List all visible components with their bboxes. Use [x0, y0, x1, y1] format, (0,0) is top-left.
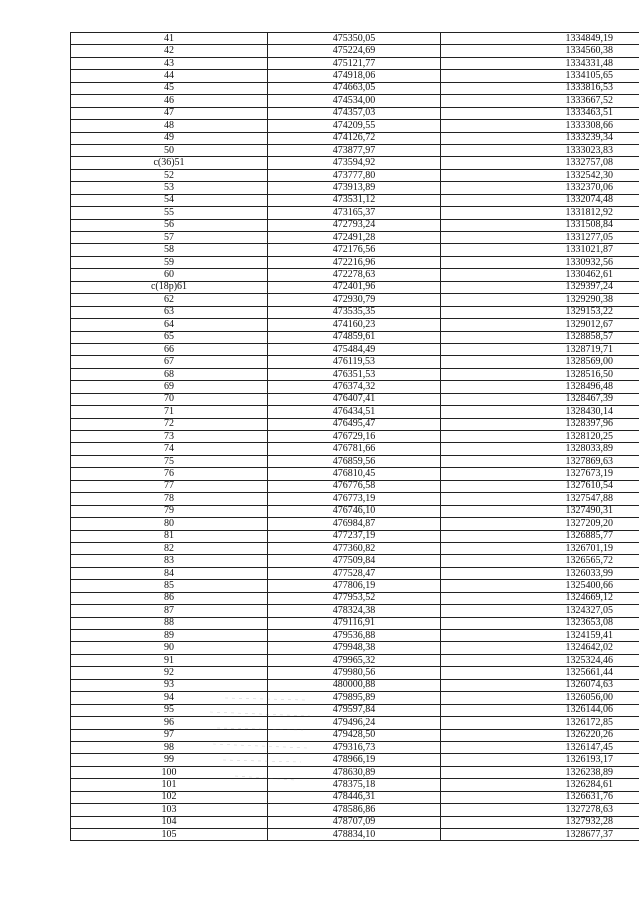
point-number-cell: 74 [71, 443, 268, 455]
y-coordinate-cell: 1334331,48 [441, 57, 639, 69]
y-coordinate-cell: 1325661,44 [441, 667, 639, 679]
point-number-cell: 91 [71, 654, 268, 666]
point-number-cell: c(36)51 [71, 157, 268, 169]
x-coordinate-cell: 476984,87 [268, 518, 441, 530]
y-coordinate-cell: 1326074,63 [441, 679, 639, 691]
point-number-cell: 68 [71, 368, 268, 380]
coordinates-table [70, 32, 639, 841]
y-coordinate-cell: 1333023,83 [441, 144, 639, 156]
table-row [71, 617, 639, 629]
point-number-cell: 67 [71, 356, 268, 368]
point-number-cell: 42 [71, 45, 268, 57]
x-coordinate-cell: 477509,84 [268, 555, 441, 567]
y-coordinate-cell: 1324642,02 [441, 642, 639, 654]
y-coordinate-cell: 1323653,08 [441, 617, 639, 629]
y-coordinate-cell: 1333308,66 [441, 120, 639, 132]
table-row [71, 368, 639, 380]
table-row [71, 70, 639, 82]
point-number-cell: 99 [71, 754, 268, 766]
x-coordinate-cell: 478966,19 [268, 754, 441, 766]
point-number-cell: 43 [71, 57, 268, 69]
point-number-cell: 64 [71, 319, 268, 331]
point-number-cell: c(18p)61 [71, 281, 268, 293]
y-coordinate-cell: 1326033,99 [441, 567, 639, 579]
x-coordinate-cell: 472930,79 [268, 294, 441, 306]
table-row [71, 256, 639, 268]
point-number-cell: 95 [71, 704, 268, 716]
table-row [71, 418, 639, 430]
table-row [71, 555, 639, 567]
y-coordinate-cell: 1329012,67 [441, 319, 639, 331]
point-number-cell: 89 [71, 630, 268, 642]
point-number-cell: 60 [71, 269, 268, 281]
point-number-cell: 86 [71, 592, 268, 604]
point-number-cell: 52 [71, 169, 268, 181]
table-row [71, 157, 639, 169]
x-coordinate-cell: 473594,92 [268, 157, 441, 169]
y-coordinate-cell: 1326220,26 [441, 729, 639, 741]
y-coordinate-cell: 1329153,22 [441, 306, 639, 318]
x-coordinate-cell: 478446,31 [268, 791, 441, 803]
y-coordinate-cell: 1331508,84 [441, 219, 639, 231]
point-number-cell: 104 [71, 816, 268, 828]
table-row [71, 343, 639, 355]
table-row [71, 493, 639, 505]
x-coordinate-cell: 479428,50 [268, 729, 441, 741]
point-number-cell: 81 [71, 530, 268, 542]
x-coordinate-cell: 474859,61 [268, 331, 441, 343]
point-number-cell: 45 [71, 82, 268, 94]
point-number-cell: 65 [71, 331, 268, 343]
point-number-cell: 44 [71, 70, 268, 82]
point-number-cell: 63 [71, 306, 268, 318]
point-number-cell: 62 [71, 294, 268, 306]
x-coordinate-cell: 474209,55 [268, 120, 441, 132]
x-coordinate-cell: 476119,53 [268, 356, 441, 368]
y-coordinate-cell: 1328569,00 [441, 356, 639, 368]
x-coordinate-cell: 474357,03 [268, 107, 441, 119]
table-row [71, 679, 639, 691]
x-coordinate-cell: 476407,41 [268, 393, 441, 405]
point-number-cell: 90 [71, 642, 268, 654]
y-coordinate-cell: 1326144,06 [441, 704, 639, 716]
table-row [71, 518, 639, 530]
table-row [71, 667, 639, 679]
y-coordinate-cell: 1328677,37 [441, 829, 639, 841]
x-coordinate-cell: 476746,10 [268, 505, 441, 517]
table-row [71, 381, 639, 393]
table-row [71, 530, 639, 542]
table-row [71, 406, 639, 418]
x-coordinate-cell: 476434,51 [268, 406, 441, 418]
y-coordinate-cell: 1327932,28 [441, 816, 639, 828]
y-coordinate-cell: 1328397,96 [441, 418, 639, 430]
y-coordinate-cell: 1326701,19 [441, 542, 639, 554]
point-number-cell: 82 [71, 542, 268, 554]
point-number-cell: 70 [71, 393, 268, 405]
x-coordinate-cell: 479948,38 [268, 642, 441, 654]
y-coordinate-cell: 1328516,50 [441, 368, 639, 380]
point-number-cell: 66 [71, 343, 268, 355]
table-row [71, 605, 639, 617]
x-coordinate-cell: 478324,38 [268, 605, 441, 617]
table-row [71, 45, 639, 57]
y-coordinate-cell: 1334560,38 [441, 45, 639, 57]
x-coordinate-cell: 474126,72 [268, 132, 441, 144]
x-coordinate-cell: 472793,24 [268, 219, 441, 231]
y-coordinate-cell: 1326172,85 [441, 717, 639, 729]
table-row [71, 431, 639, 443]
y-coordinate-cell: 1331812,92 [441, 207, 639, 219]
table-row [71, 704, 639, 716]
x-coordinate-cell: 477806,19 [268, 580, 441, 592]
table-row [71, 729, 639, 741]
point-number-cell: 50 [71, 144, 268, 156]
x-coordinate-cell: 474160,23 [268, 319, 441, 331]
point-number-cell: 46 [71, 95, 268, 107]
y-coordinate-cell: 1327278,63 [441, 804, 639, 816]
point-number-cell: 85 [71, 580, 268, 592]
point-number-cell: 73 [71, 431, 268, 443]
y-coordinate-cell: 1332370,06 [441, 182, 639, 194]
point-number-cell: 72 [71, 418, 268, 430]
x-coordinate-cell: 472278,63 [268, 269, 441, 281]
point-number-cell: 97 [71, 729, 268, 741]
point-number-cell: 88 [71, 617, 268, 629]
table-row [71, 120, 639, 132]
x-coordinate-cell: 476374,32 [268, 381, 441, 393]
point-number-cell: 80 [71, 518, 268, 530]
point-number-cell: 102 [71, 791, 268, 803]
y-coordinate-cell: 1330932,56 [441, 256, 639, 268]
table-row [71, 269, 639, 281]
y-coordinate-cell: 1329397,24 [441, 281, 639, 293]
x-coordinate-cell: 477953,52 [268, 592, 441, 604]
table-row [71, 468, 639, 480]
x-coordinate-cell: 479980,56 [268, 667, 441, 679]
y-coordinate-cell: 1328858,57 [441, 331, 639, 343]
table-row [71, 82, 639, 94]
x-coordinate-cell: 473165,37 [268, 207, 441, 219]
point-number-cell: 94 [71, 692, 268, 704]
table-row [71, 717, 639, 729]
table-row [71, 455, 639, 467]
table-row [71, 829, 639, 841]
x-coordinate-cell: 478586,86 [268, 804, 441, 816]
table-row [71, 182, 639, 194]
x-coordinate-cell: 478375,18 [268, 779, 441, 791]
point-number-cell: 93 [71, 679, 268, 691]
y-coordinate-cell: 1328719,71 [441, 343, 639, 355]
x-coordinate-cell: 472491,28 [268, 232, 441, 244]
y-coordinate-cell: 1333463,51 [441, 107, 639, 119]
table-row [71, 356, 639, 368]
y-coordinate-cell: 1331021,87 [441, 244, 639, 256]
x-coordinate-cell: 473535,35 [268, 306, 441, 318]
x-coordinate-cell: 478707,09 [268, 816, 441, 828]
y-coordinate-cell: 1327547,88 [441, 493, 639, 505]
table-row [71, 692, 639, 704]
x-coordinate-cell: 476773,19 [268, 493, 441, 505]
point-number-cell: 41 [71, 33, 268, 45]
y-coordinate-cell: 1327610,54 [441, 480, 639, 492]
point-number-cell: 92 [71, 667, 268, 679]
table-row [71, 194, 639, 206]
point-number-cell: 87 [71, 605, 268, 617]
x-coordinate-cell: 476495,47 [268, 418, 441, 430]
y-coordinate-cell: 1334849,19 [441, 33, 639, 45]
table-row [71, 816, 639, 828]
point-number-cell: 55 [71, 207, 268, 219]
y-coordinate-cell: 1325400,66 [441, 580, 639, 592]
x-coordinate-cell: 475121,77 [268, 57, 441, 69]
y-coordinate-cell: 1333239,34 [441, 132, 639, 144]
table-row [71, 754, 639, 766]
coordinates-table-body [71, 33, 639, 841]
y-coordinate-cell: 1332074,48 [441, 194, 639, 206]
table-row [71, 169, 639, 181]
table-row [71, 654, 639, 666]
table-row [71, 319, 639, 331]
y-coordinate-cell: 1330462,61 [441, 269, 639, 281]
table-row [71, 107, 639, 119]
y-coordinate-cell: 1328430,14 [441, 406, 639, 418]
y-coordinate-cell: 1326056,00 [441, 692, 639, 704]
table-row [71, 294, 639, 306]
y-coordinate-cell: 1325324,46 [441, 654, 639, 666]
x-coordinate-cell: 472176,56 [268, 244, 441, 256]
table-row [71, 580, 639, 592]
x-coordinate-cell: 479597,84 [268, 704, 441, 716]
y-coordinate-cell: 1328033,89 [441, 443, 639, 455]
table-row [71, 791, 639, 803]
y-coordinate-cell: 1326885,77 [441, 530, 639, 542]
y-coordinate-cell: 1327209,20 [441, 518, 639, 530]
x-coordinate-cell: 473531,12 [268, 194, 441, 206]
x-coordinate-cell: 472401,96 [268, 281, 441, 293]
x-coordinate-cell: 478630,89 [268, 766, 441, 778]
y-coordinate-cell: 1334105,65 [441, 70, 639, 82]
y-coordinate-cell: 1329290,38 [441, 294, 639, 306]
x-coordinate-cell: 477528,47 [268, 567, 441, 579]
table-row [71, 144, 639, 156]
x-coordinate-cell: 473913,89 [268, 182, 441, 194]
table-row [71, 393, 639, 405]
x-coordinate-cell: 480000,88 [268, 679, 441, 691]
x-coordinate-cell: 474534,00 [268, 95, 441, 107]
y-coordinate-cell: 1327490,31 [441, 505, 639, 517]
table-row [71, 232, 639, 244]
y-coordinate-cell: 1327673,19 [441, 468, 639, 480]
point-number-cell: 69 [71, 381, 268, 393]
table-row [71, 642, 639, 654]
table-row [71, 779, 639, 791]
table-row [71, 592, 639, 604]
y-coordinate-cell: 1328467,39 [441, 393, 639, 405]
table-row [71, 95, 639, 107]
x-coordinate-cell: 476810,45 [268, 468, 441, 480]
y-coordinate-cell: 1333816,53 [441, 82, 639, 94]
y-coordinate-cell: 1326631,76 [441, 791, 639, 803]
point-number-cell: 58 [71, 244, 268, 256]
y-coordinate-cell: 1331277,05 [441, 232, 639, 244]
table-row [71, 630, 639, 642]
point-number-cell: 56 [71, 219, 268, 231]
x-coordinate-cell: 479965,32 [268, 654, 441, 666]
point-number-cell: 53 [71, 182, 268, 194]
point-number-cell: 103 [71, 804, 268, 816]
y-coordinate-cell: 1324669,12 [441, 592, 639, 604]
x-coordinate-cell: 479116,91 [268, 617, 441, 629]
x-coordinate-cell: 476729,16 [268, 431, 441, 443]
point-number-cell: 101 [71, 779, 268, 791]
x-coordinate-cell: 479316,73 [268, 741, 441, 753]
x-coordinate-cell: 478834,10 [268, 829, 441, 841]
table-row [71, 281, 639, 293]
y-coordinate-cell: 1324327,05 [441, 605, 639, 617]
point-number-cell: 49 [71, 132, 268, 144]
y-coordinate-cell: 1333667,52 [441, 95, 639, 107]
point-number-cell: 57 [71, 232, 268, 244]
table-row [71, 219, 639, 231]
x-coordinate-cell: 473777,80 [268, 169, 441, 181]
x-coordinate-cell: 474663,05 [268, 82, 441, 94]
table-row [71, 33, 639, 45]
y-coordinate-cell: 1327869,63 [441, 455, 639, 467]
y-coordinate-cell: 1324159,41 [441, 630, 639, 642]
point-number-cell: 84 [71, 567, 268, 579]
point-number-cell: 54 [71, 194, 268, 206]
y-coordinate-cell: 1326147,45 [441, 741, 639, 753]
point-number-cell: 78 [71, 493, 268, 505]
x-coordinate-cell: 476781,66 [268, 443, 441, 455]
table-row [71, 741, 639, 753]
table-row [71, 443, 639, 455]
y-coordinate-cell: 1328496,48 [441, 381, 639, 393]
y-coordinate-cell: 1326284,61 [441, 779, 639, 791]
table-row [71, 567, 639, 579]
table-row [71, 306, 639, 318]
point-number-cell: 83 [71, 555, 268, 567]
y-coordinate-cell: 1326565,72 [441, 555, 639, 567]
table-row [71, 244, 639, 256]
x-coordinate-cell: 479895,89 [268, 692, 441, 704]
x-coordinate-cell: 474918,06 [268, 70, 441, 82]
point-number-cell: 71 [71, 406, 268, 418]
x-coordinate-cell: 479536,88 [268, 630, 441, 642]
point-number-cell: 100 [71, 766, 268, 778]
point-number-cell: 105 [71, 829, 268, 841]
x-coordinate-cell: 479496,24 [268, 717, 441, 729]
table-row [71, 766, 639, 778]
table-row [71, 132, 639, 144]
table-row [71, 480, 639, 492]
x-coordinate-cell: 477237,19 [268, 530, 441, 542]
point-number-cell: 96 [71, 717, 268, 729]
point-number-cell: 48 [71, 120, 268, 132]
point-number-cell: 59 [71, 256, 268, 268]
x-coordinate-cell: 475484,49 [268, 343, 441, 355]
table-row [71, 804, 639, 816]
x-coordinate-cell: 476859,56 [268, 455, 441, 467]
point-number-cell: 75 [71, 455, 268, 467]
y-coordinate-cell: 1332757,08 [441, 157, 639, 169]
point-number-cell: 47 [71, 107, 268, 119]
x-coordinate-cell: 472216,96 [268, 256, 441, 268]
table-row [71, 57, 639, 69]
x-coordinate-cell: 475350,05 [268, 33, 441, 45]
point-number-cell: 79 [71, 505, 268, 517]
x-coordinate-cell: 476776,58 [268, 480, 441, 492]
y-coordinate-cell: 1328120,25 [441, 431, 639, 443]
point-number-cell: 76 [71, 468, 268, 480]
table-row [71, 331, 639, 343]
table-row [71, 505, 639, 517]
x-coordinate-cell: 475224,69 [268, 45, 441, 57]
point-number-cell: 77 [71, 480, 268, 492]
y-coordinate-cell: 1326193,17 [441, 754, 639, 766]
x-coordinate-cell: 473877,97 [268, 144, 441, 156]
table-row [71, 207, 639, 219]
x-coordinate-cell: 476351,53 [268, 368, 441, 380]
y-coordinate-cell: 1332542,30 [441, 169, 639, 181]
y-coordinate-cell: 1326238,89 [441, 766, 639, 778]
x-coordinate-cell: 477360,82 [268, 542, 441, 554]
table-row [71, 542, 639, 554]
point-number-cell: 98 [71, 741, 268, 753]
